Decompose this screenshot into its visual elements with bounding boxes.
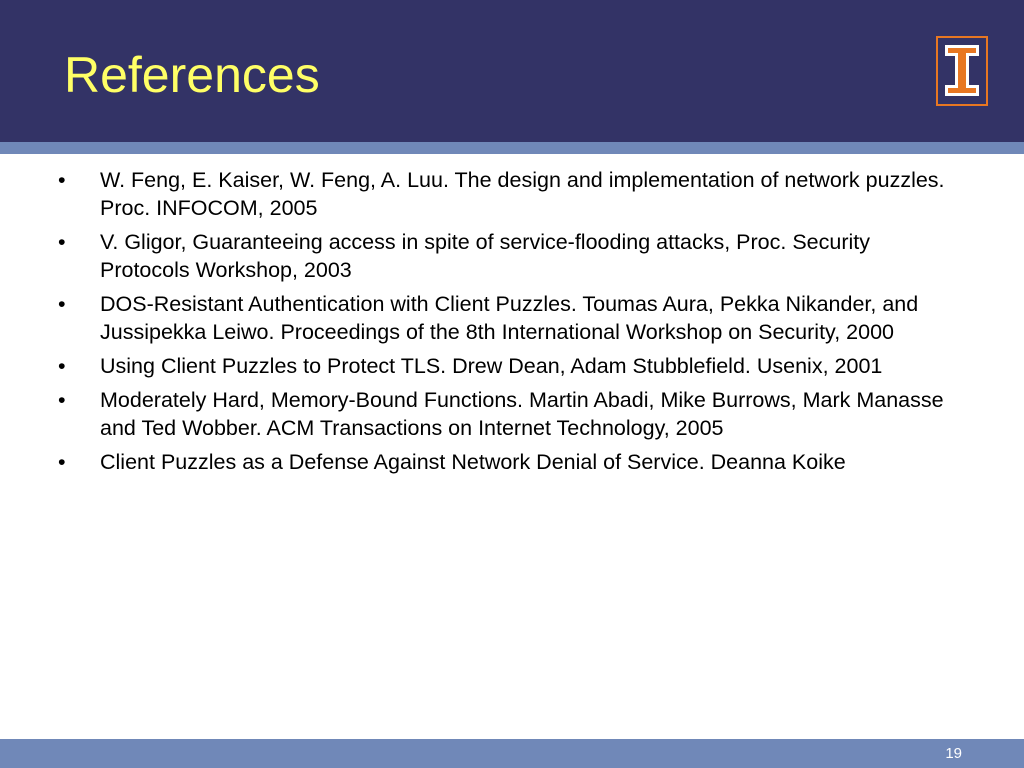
reference-item — [58, 352, 948, 380]
reference-text: Client Puzzles as a Defense Against Network Denial of Service. Deanna Koike — [100, 450, 846, 474]
reference-item — [58, 290, 948, 346]
reference-text: Moderately Hard, Memory-Bound Functions. Martin Abadi, Mike Burrows, Mark Manasse and Ted Wobber. ACM Transactions on Internet Technology, 2005 — [100, 388, 944, 440]
reference-item — [58, 448, 948, 476]
bullet-icon: • — [58, 230, 66, 254]
slide-header — [0, 0, 1024, 142]
bullet-icon: • — [58, 354, 66, 378]
slide-footer — [0, 739, 1024, 768]
page-number: 19 — [945, 745, 962, 762]
bullet-icon: • — [58, 450, 66, 474]
bullet-icon: • — [58, 292, 66, 316]
reference-text: W. Feng, E. Kaiser, W. Feng, A. Luu. The design and implementation of network puzzles. Proc. INFOCOM, 2005 — [100, 168, 945, 220]
reference-item — [58, 166, 948, 222]
block-i-logo-icon — [936, 36, 988, 106]
reference-text: V. Gligor, Guaranteeing access in spite of service-flooding attacks, Proc. Security Protocols Workshop, 2003 — [100, 230, 871, 282]
bullet-icon: • — [58, 388, 66, 412]
reference-text: DOS-Resistant Authentication with Client Puzzles. Toumas Aura, Pekka Nikander, and Jussipekka Leiwo. Proceedings of the 8th International Workshop on Security, 2000 — [100, 292, 919, 344]
reference-list — [58, 166, 948, 482]
slide-title: References — [64, 47, 320, 103]
reference-item — [58, 228, 948, 284]
reference-item — [58, 386, 948, 442]
bullet-icon: • — [58, 168, 66, 192]
header-accent-band — [0, 142, 1024, 154]
reference-text: Using Client Puzzles to Protect TLS. Drew Dean, Adam Stubblefield. Usenix, 2001 — [100, 354, 883, 378]
